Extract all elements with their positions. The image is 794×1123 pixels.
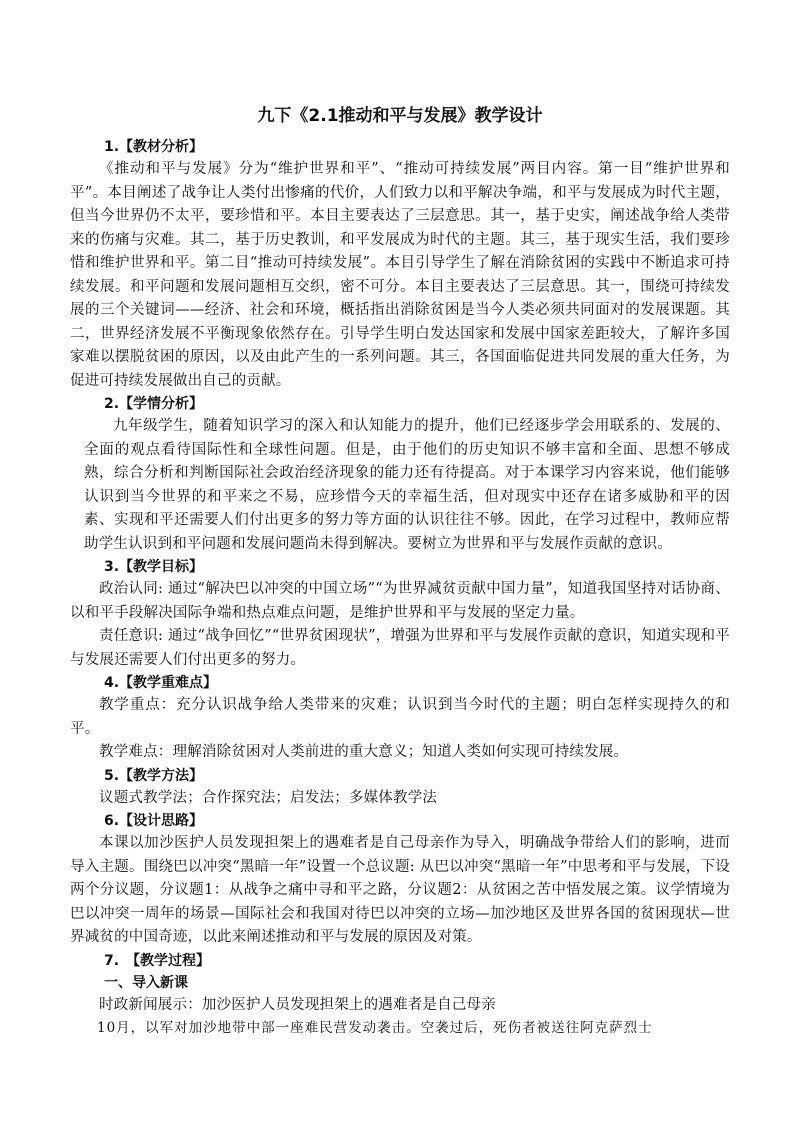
document-page [70, 102, 730, 1041]
section-teaching-methods [70, 765, 730, 811]
section-student-analysis [70, 393, 730, 556]
paragraph: 时政新闻展示：加沙医护人员发现担架上的遇难者是自己母亲 [99, 996, 496, 1013]
section-material-analysis [70, 136, 730, 393]
paragraph: 九年级学生，随着知识学习的深入和认知能力的提升，他们已经逐步学会用联系的、发展的、全面的观点看待国际性和全球性问题。但是，由于他们的历史知识不够丰富和全面、思想不够成熟，综合分析和判断国际社会政治经济现象的能力还有待提高。对于本课学习内容来说，他们能够认识到当今世界的和平来之不易，应珍惜今天的幸福生活，但对现实中还存在诸多威胁和平的因素、实现和平还需要人们付出更多的努力等方面的认识往往不够。因此，在学习过程中，教师应帮助学生认识到和平问题和发展问题尚未得到解决。要树立为世界和平与发展作贡献的意识。 [84, 418, 730, 552]
paragraph: 《推动和平与发展》分为“维护世界和平”、“推动可持续发展”两目内容。第一目“维护世界和平”。本目阐述了战争让人类付出惨痛的代价，人们致力以和平解决争端，和平与发展成为时代主题，但当今世界仍不太平，要珍惜和平。本目主要表达了三层意思。其一，基于史实，阐述战争给人类带来的伤痛与灾难。其二，基于历史教训，和平发展成为时代的主题。其三，基于现实生活，我们要珍惜和维护世界和平。第二目“推动可持续发展”。本目引导学生了解在消除贫困的实践中不断追求可持续发展。和平问题和发展问题相互交织，密不可分。本目主要表达了三层意思。其一，围绕可持续发展的三个关键词——经济、社会和环境，概括指出消除贫困是当今人类必须共同面对的发展课题。其二，世界经济发展不平衡现象依然存在。引导学生明白发达国家和发展中国家差距较大，了解许多国家难以摆脱贫困的原因，以及由此产生的一系列问题。其三，各国面临促进共同发展的重大任务，为促进可持续发展做出自己的贡献。 [70, 161, 730, 389]
section-design-ideas [70, 810, 730, 950]
section-heading: 4.【教学重难点】 [104, 675, 218, 691]
paragraph: 教学难点：理解消除贫困对人类前进的重大意义；知道人类如何实现可持续发展。 [99, 744, 629, 760]
section-heading: 6.【设计思路】 [104, 813, 204, 829]
document-title: 九下《2.1推动和平与发展》教学设计 [257, 106, 543, 126]
sub-heading: 一、导入新课 [104, 974, 188, 991]
paragraph: 议题式教学法；合作探究法；启发法；多媒体教学法 [99, 789, 438, 806]
section-heading: 7. 【教学过程】 [104, 952, 211, 969]
section-heading: 2.【学情分析】 [104, 396, 204, 412]
section-teaching-goals [70, 556, 730, 672]
section-heading: 1.【教材分析】 [104, 139, 204, 155]
section-key-points [70, 672, 730, 765]
paragraph: 政治认同: 通过“解决巴以冲突的中国立场”“为世界减贫贡献中国力量”，知道我国坚持对话协商、以和平手段解决国际争端和热点难点问题，是维护世界和平与发展的坚定力量。 [70, 581, 730, 621]
section-teaching-process [70, 950, 730, 1041]
section-heading: 3.【教学目标】 [104, 559, 204, 575]
section-heading: 5.【教学方法】 [104, 767, 204, 784]
paragraph: 责任意识: 通过“战争回忆”“世界贫困现状”，增强为世界和平与发展作贡献的意识，知道实现和平与发展还需要人们付出更多的努力。 [70, 628, 730, 668]
paragraph: 教学重点：充分认识战争给人类带来的灾难；认识到当今时代的主题；明白怎样实现持久的和平。 [70, 697, 730, 737]
paragraph: 10月，以军对加沙地带中部一座难民营发动袭击。空袭过后，死伤者被送往阿克萨烈士 [97, 1020, 653, 1036]
paragraph: 本课以加沙医护人员发现担架上的遇难者是自己母亲作为导入，明确战争带给人们的影响，进而导入主题。围绕巴以冲突“黑暗一年”设置一个总议题: 从巴以冲突“黑暗一年”中思考和平与发展，下设两个分议题，分议题1：从战争之痛中寻和平之路，分议题2：从贫困之苦中悟发展之策。议学情境为巴以冲突一周年的场景—国际社会和我国对待巴以冲突的立场—加沙地区及世界各国的贫困现状—世界减贫的中国奇迹，以此来阐述推动和平与发展的原因及对策。 [70, 835, 730, 945]
